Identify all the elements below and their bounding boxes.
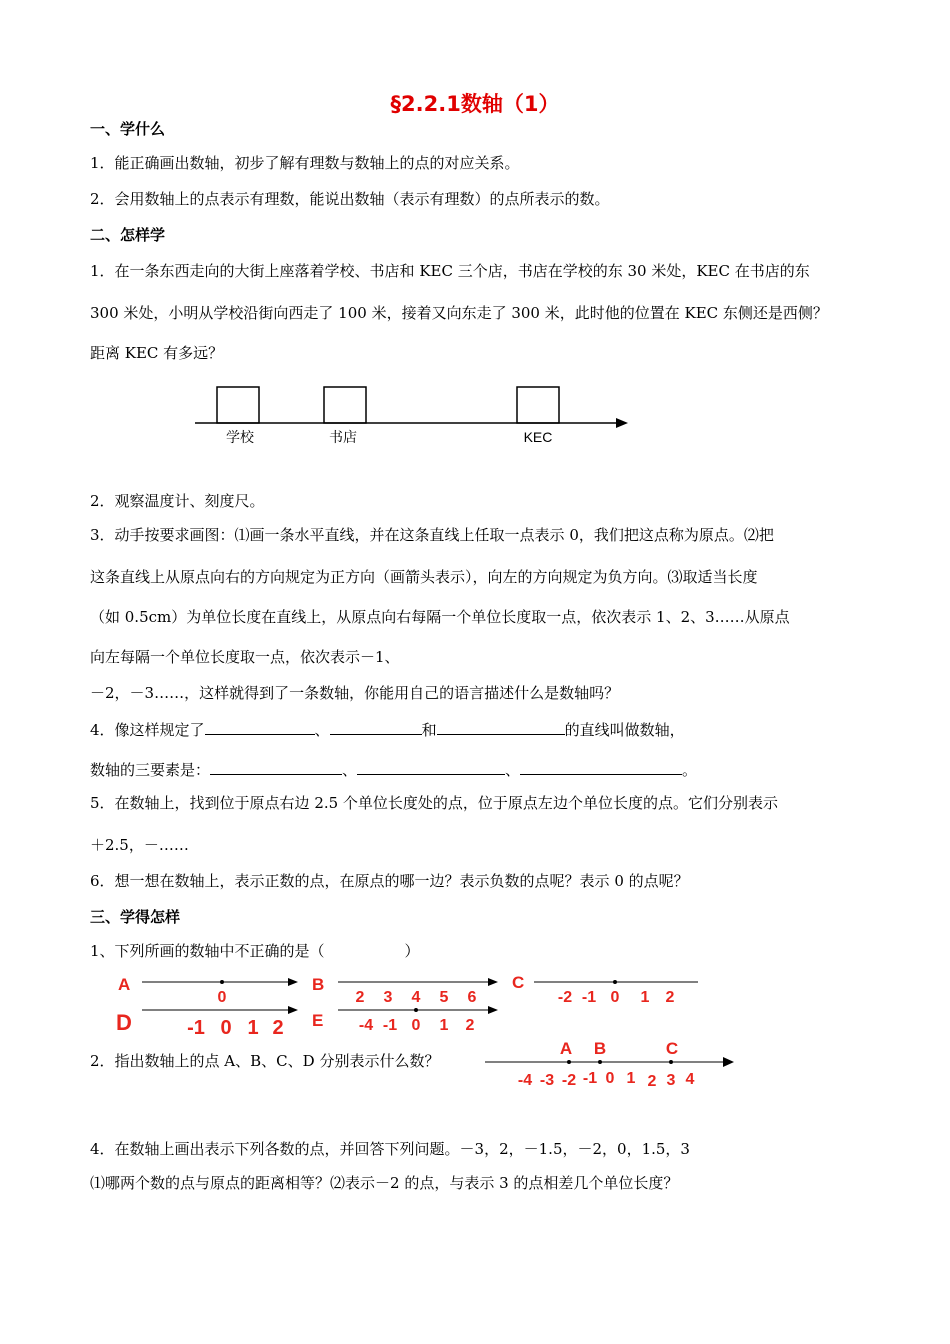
points-axis-tick: -3 xyxy=(539,1072,555,1089)
fill-blank-1[interactable] xyxy=(205,718,315,735)
axis-a-letter: A xyxy=(118,975,131,994)
q4b-separator-1: 、 xyxy=(342,761,358,779)
points-axis-tick: 1 xyxy=(626,1070,636,1087)
answer-blank[interactable] xyxy=(325,940,405,956)
q4b-prefix: 数轴的三要素是： xyxy=(90,761,211,779)
section-heading-quiz: 三、学得怎样 xyxy=(90,908,181,926)
question-5-line-1: 5．在数轴上，找到位于原点右边 2.5 个单位长度处的点，位于原点左边个单位长度的点。它们分别表示 xyxy=(90,794,778,812)
arrow-right-icon xyxy=(616,418,628,428)
axis-e-tick: 1 xyxy=(439,1017,449,1034)
question-3-line-4: 向左每隔一个单位长度取一点，依次表示－1、 xyxy=(90,648,400,666)
question-4-line xyxy=(90,718,685,740)
quiz-q1-close: ） xyxy=(404,942,420,960)
point-b-label: B xyxy=(593,1039,607,1058)
axis-c-tick: 2 xyxy=(665,989,675,1006)
section-heading-how: 二、怎样学 xyxy=(90,226,166,244)
axis-e-tick: -1 xyxy=(382,1017,398,1034)
points-axis-tick: -4 xyxy=(517,1072,533,1089)
number-lines-figure xyxy=(110,968,710,1040)
point-c-label: C xyxy=(665,1039,679,1058)
axis-d-tick: 2 xyxy=(272,1017,284,1039)
axis-e-tick: -4 xyxy=(358,1017,374,1034)
fill-blank-6[interactable] xyxy=(520,758,682,775)
point-a-label: A xyxy=(559,1039,573,1058)
kec-box xyxy=(517,387,559,423)
axis-b-tick: 2 xyxy=(355,989,365,1006)
axis-b-tick: 4 xyxy=(411,989,421,1006)
street-diagram xyxy=(190,380,640,450)
axis-b-tick: 5 xyxy=(439,989,449,1006)
bookstore-box xyxy=(324,387,366,423)
axis-a-origin-dot xyxy=(220,980,224,984)
question-1-line-2: 300 米处，小明从学校沿街向西走了 100 米，接着又向东走了 300 米，此时他的位置在 KEC 东侧还是西侧？ xyxy=(90,304,828,322)
fill-blank-2[interactable] xyxy=(330,718,422,735)
question-5-line-2: ＋2.5，－…… xyxy=(90,836,189,854)
axis-e-letter: E xyxy=(312,1011,324,1030)
axis-a-tick: 0 xyxy=(217,989,227,1006)
q4b-separator-2: 、 xyxy=(505,761,521,779)
quiz-question-2: 2．指出数轴上的点 A、B、C、D 分别表示什么数？ xyxy=(90,1052,440,1070)
kec-label: KEC xyxy=(523,429,553,445)
axis-c-tick: 1 xyxy=(640,989,650,1006)
fill-blank-4[interactable] xyxy=(210,758,342,775)
q4-prefix: 4．像这样规定了 xyxy=(90,721,205,739)
axis-d-tick: 1 xyxy=(247,1017,259,1039)
school-label: 学校 xyxy=(226,429,254,445)
axis-c-tick: -1 xyxy=(581,989,597,1006)
axis-c-tick: 0 xyxy=(610,989,620,1006)
question-1-line-3: 距离 KEC 有多远？ xyxy=(90,344,224,362)
learn-item-1: 1．能正确画出数轴，初步了解有理数与数轴上的点的对应关系。 xyxy=(90,154,520,172)
q4-suffix: 的直线叫做数轴， xyxy=(564,721,685,739)
points-axis-tick: -2 xyxy=(561,1072,577,1089)
page-title: §2.2.1数轴（1） xyxy=(390,92,560,116)
question-6: 6．想一想在数轴上，表示正数的点，在原点的哪一边？表示负数的点呢？表示 0 的点呢？ xyxy=(90,872,689,890)
question-3-line-2: 这条直线上从原点向右的方向规定为正方向（画箭头表示），向左的方向规定为负方向。⑶取适当长度 xyxy=(90,568,758,586)
axis-d-letter: D xyxy=(116,1010,132,1035)
axis-a-arrow-icon xyxy=(288,978,298,986)
axis-e-tick: 2 xyxy=(465,1017,475,1034)
points-axis-tick: 0 xyxy=(605,1070,615,1087)
learn-item-2: 2．会用数轴上的点表示有理数，能说出数轴（表示有理数）的点所表示的数。 xyxy=(90,190,610,208)
axis-c-letter: C xyxy=(512,973,525,992)
points-axis-tick: 3 xyxy=(666,1072,676,1089)
points-axis-tick: 2 xyxy=(647,1073,657,1090)
point-b-dot xyxy=(598,1060,602,1064)
points-number-line xyxy=(480,1036,740,1092)
axis-b-tick: 3 xyxy=(383,989,393,1006)
question-3-line-5: －2，－3……，这样就得到了一条数轴，你能用自己的语言描述什么是数轴吗？ xyxy=(90,684,620,702)
points-axis-tick: 4 xyxy=(685,1071,695,1088)
axis-d-tick: 0 xyxy=(220,1017,232,1039)
question-3-line-1: 3．动手按要求画图：⑴画一条水平直线，并在这条直线上任取一点表示 0，我们把这点称为原点。⑵把 xyxy=(90,526,774,544)
axis-b-letter: B xyxy=(312,975,325,994)
bookstore-label: 书店 xyxy=(329,429,357,445)
axis-c-origin-dot xyxy=(613,980,617,984)
question-4-elements-line xyxy=(90,758,697,780)
axis-b-tick: 6 xyxy=(467,989,477,1006)
fill-blank-5[interactable] xyxy=(357,758,505,775)
point-a-dot xyxy=(567,1060,571,1064)
question-2: 2．观察温度计、刻度尺。 xyxy=(90,492,265,510)
fill-blank-3[interactable] xyxy=(437,718,565,735)
point-c-dot xyxy=(669,1060,673,1064)
q4-and: 和 xyxy=(421,721,437,739)
q4b-end: 。 xyxy=(682,761,698,779)
axis-e-arrow-icon xyxy=(488,1006,498,1014)
q4-separator: 、 xyxy=(314,721,330,739)
axis-d-tick: -1 xyxy=(187,1017,205,1039)
school-box xyxy=(217,387,259,423)
axis-e-tick: 0 xyxy=(411,1017,421,1034)
quiz-q1-text: 1、下列所画的数轴中不正确的是（ xyxy=(90,942,325,960)
quiz-question-1 xyxy=(90,940,420,961)
section-heading-learn: 一、学什么 xyxy=(90,120,166,138)
quiz-question-4-line-2: ⑴哪两个数的点与原点的距离相等？⑵表示－2 的点，与表示 3 的点相差几个单位长度？ xyxy=(90,1174,679,1192)
question-1-line-1: 1．在一条东西走向的大街上座落着学校、书店和 KEC 三个店，书店在学校的东 30 米处，KEC 在书店的东 xyxy=(90,262,810,280)
axis-d-arrow-icon xyxy=(288,1006,298,1014)
question-3-line-3: （如 0.5cm）为单位长度在直线上，从原点向右每隔一个单位长度取一点，依次表示 1、2、3……从原点 xyxy=(90,608,790,626)
quiz-question-4-line-1: 4．在数轴上画出表示下列各数的点，并回答下列问题。－3，2，－1.5，－2，0，1.5，3 xyxy=(90,1140,690,1158)
points-axis-tick: -1 xyxy=(582,1070,598,1087)
axis-b-arrow-icon xyxy=(488,978,498,986)
points-axis-arrow-icon xyxy=(723,1057,734,1067)
axis-e-origin-dot xyxy=(414,1008,418,1012)
axis-c-tick: -2 xyxy=(557,989,573,1006)
